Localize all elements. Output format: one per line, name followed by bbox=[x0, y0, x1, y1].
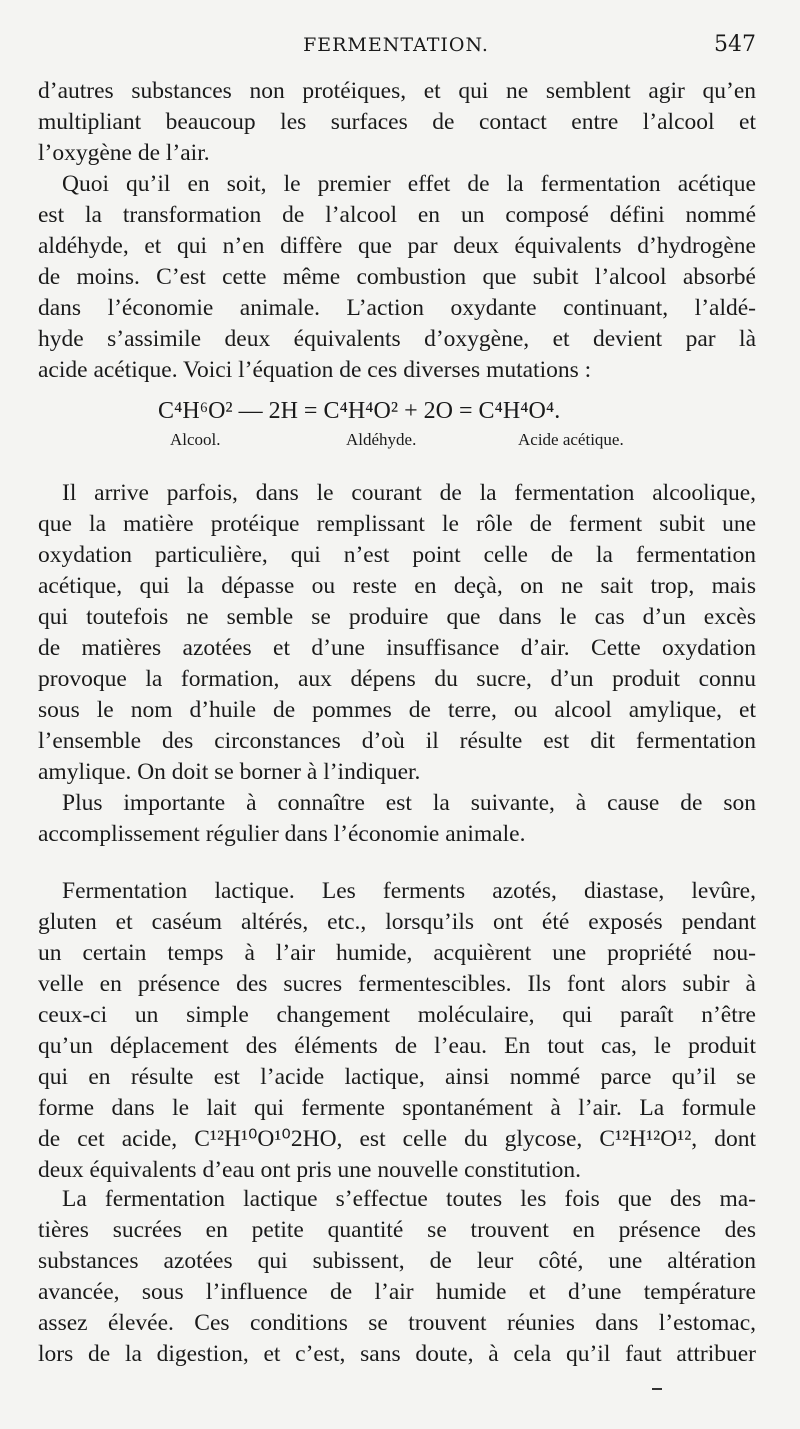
text-line: sous le nom d’huile de pommes de terre, ou alcool amylique, et bbox=[38, 697, 756, 723]
text-line: dans l’économie animale. L’action oxydante continuant, l’aldé- bbox=[38, 295, 756, 321]
text-line: de matières azotées et d’une insuffisance d’air. Cette oxydation bbox=[38, 635, 756, 661]
text-line: acide acétique. Voici l’équation de ces diverses mutations : bbox=[38, 357, 592, 383]
text-line: de moins. C’est cette même combustion que subit l’alcool absorbé bbox=[38, 264, 756, 290]
text-line: lors de la digestion, et c’est, sans doute, à cela qu’il faut attribuer bbox=[38, 1341, 756, 1367]
text-line: provoque la formation, aux dépens du sucre, d’un produit connu bbox=[38, 666, 756, 692]
paragraph-block-3 bbox=[38, 876, 756, 1186]
text-line: assez élevée. Ces conditions se trouvent réunies dans l’estomac, bbox=[38, 1310, 756, 1336]
text-line: Plus importante à connaître est la suivante, à cause de son bbox=[62, 790, 756, 816]
label-acide-acetique: Acide acétique. bbox=[518, 430, 624, 449]
label-alcool: Alcool. bbox=[170, 430, 221, 449]
label-aldehyde: Aldéhyde. bbox=[346, 430, 417, 449]
text-line: qui en résulte est l’acide lactique, ainsi nommé parce qu’il se bbox=[38, 1064, 756, 1090]
text-line: gluten et caséum altérés, etc., lorsqu’ils ont été exposés pendant bbox=[38, 909, 756, 935]
text-line: de cet acide, C¹²H¹⁰O¹⁰2HO, est celle du glycose, C¹²H¹²O¹², dont bbox=[38, 1126, 756, 1152]
text-line: Il arrive parfois, dans le courant de la fermentation alcoolique, bbox=[62, 480, 756, 506]
text-line: Quoi qu’il en soit, le premier effet de la fermentation acétique bbox=[62, 171, 756, 197]
text-line: forme dans le lait qui fermente spontanément à l’air. La formule bbox=[38, 1095, 756, 1121]
text-line: un certain temps à l’air humide, acquièrent une propriété nou- bbox=[38, 940, 756, 966]
text-line: d’autres substances non protéiques, et qui ne semblent agir qu’en bbox=[38, 78, 756, 104]
text-line: amylique. On doit se borner à l’indiquer. bbox=[38, 759, 421, 785]
text-line: hyde s’assimile deux équivalents d’oxygène, et devient par là bbox=[38, 326, 756, 352]
text-line: acétique, qui la dépasse ou reste en deçà, on ne sait trop, mais bbox=[38, 573, 756, 599]
text-line: La fermentation lactique s’effectue toutes les fois que des ma- bbox=[62, 1186, 756, 1212]
text-line: oxydation particulière, qui n’est point celle de la fermentation bbox=[38, 542, 756, 568]
printer-mark bbox=[652, 1388, 662, 1390]
page-header bbox=[36, 30, 756, 62]
text-line: aldéhyde, et qui n’en diffère que par deux équivalents d’hydrogène bbox=[38, 233, 756, 259]
text-line: multipliant beaucoup les surfaces de contact entre l’alcool et bbox=[38, 109, 756, 135]
paragraph-block-4 bbox=[38, 1184, 756, 1370]
text-line: velle en présence des sucres fermentescibles. Ils font alors subir à bbox=[38, 971, 756, 997]
running-title: FERMENTATION. bbox=[303, 34, 489, 56]
text-line: l’ensemble des circonstances d’où il résulte est dit fermentation bbox=[38, 728, 756, 754]
chemical-equation: C⁴H⁶O² — 2H = C⁴H⁴O² + 2O = C⁴H⁴O⁴. bbox=[158, 398, 561, 424]
text-line: est la transformation de l’alcool en un composé défini nommé bbox=[38, 202, 756, 228]
text-line: qui toutefois ne semble se produire que dans le cas d’un excès bbox=[38, 604, 756, 630]
paragraph-block-1 bbox=[38, 76, 756, 386]
text-line: tières sucrées en petite quantité se trouvent en présence des bbox=[38, 1217, 756, 1243]
text-line: accomplissement régulier dans l’économie animale. bbox=[38, 821, 526, 847]
page-number: 547 bbox=[714, 32, 756, 57]
text-line: substances azotées qui subissent, de leur côté, une altération bbox=[38, 1248, 756, 1274]
paragraph-block-2 bbox=[38, 478, 756, 850]
text-line: l’oxygène de l’air. bbox=[38, 140, 210, 166]
text-line: deux équivalents d’eau ont pris une nouvelle constitution. bbox=[38, 1157, 581, 1183]
text-line: ceux-ci un simple changement moléculaire, qui paraît n’être bbox=[38, 1002, 756, 1028]
text-line: avancée, sous l’influence de l’air humide et d’une température bbox=[38, 1279, 756, 1305]
text-line: Fermentation lactique. Les ferments azotés, diastase, levûre, bbox=[62, 878, 756, 904]
text-line: que la matière protéique remplissant le rôle de ferment subit une bbox=[38, 511, 756, 537]
text-line: qu’un déplacement des éléments de l’eau. En tout cas, le produit bbox=[38, 1033, 756, 1059]
